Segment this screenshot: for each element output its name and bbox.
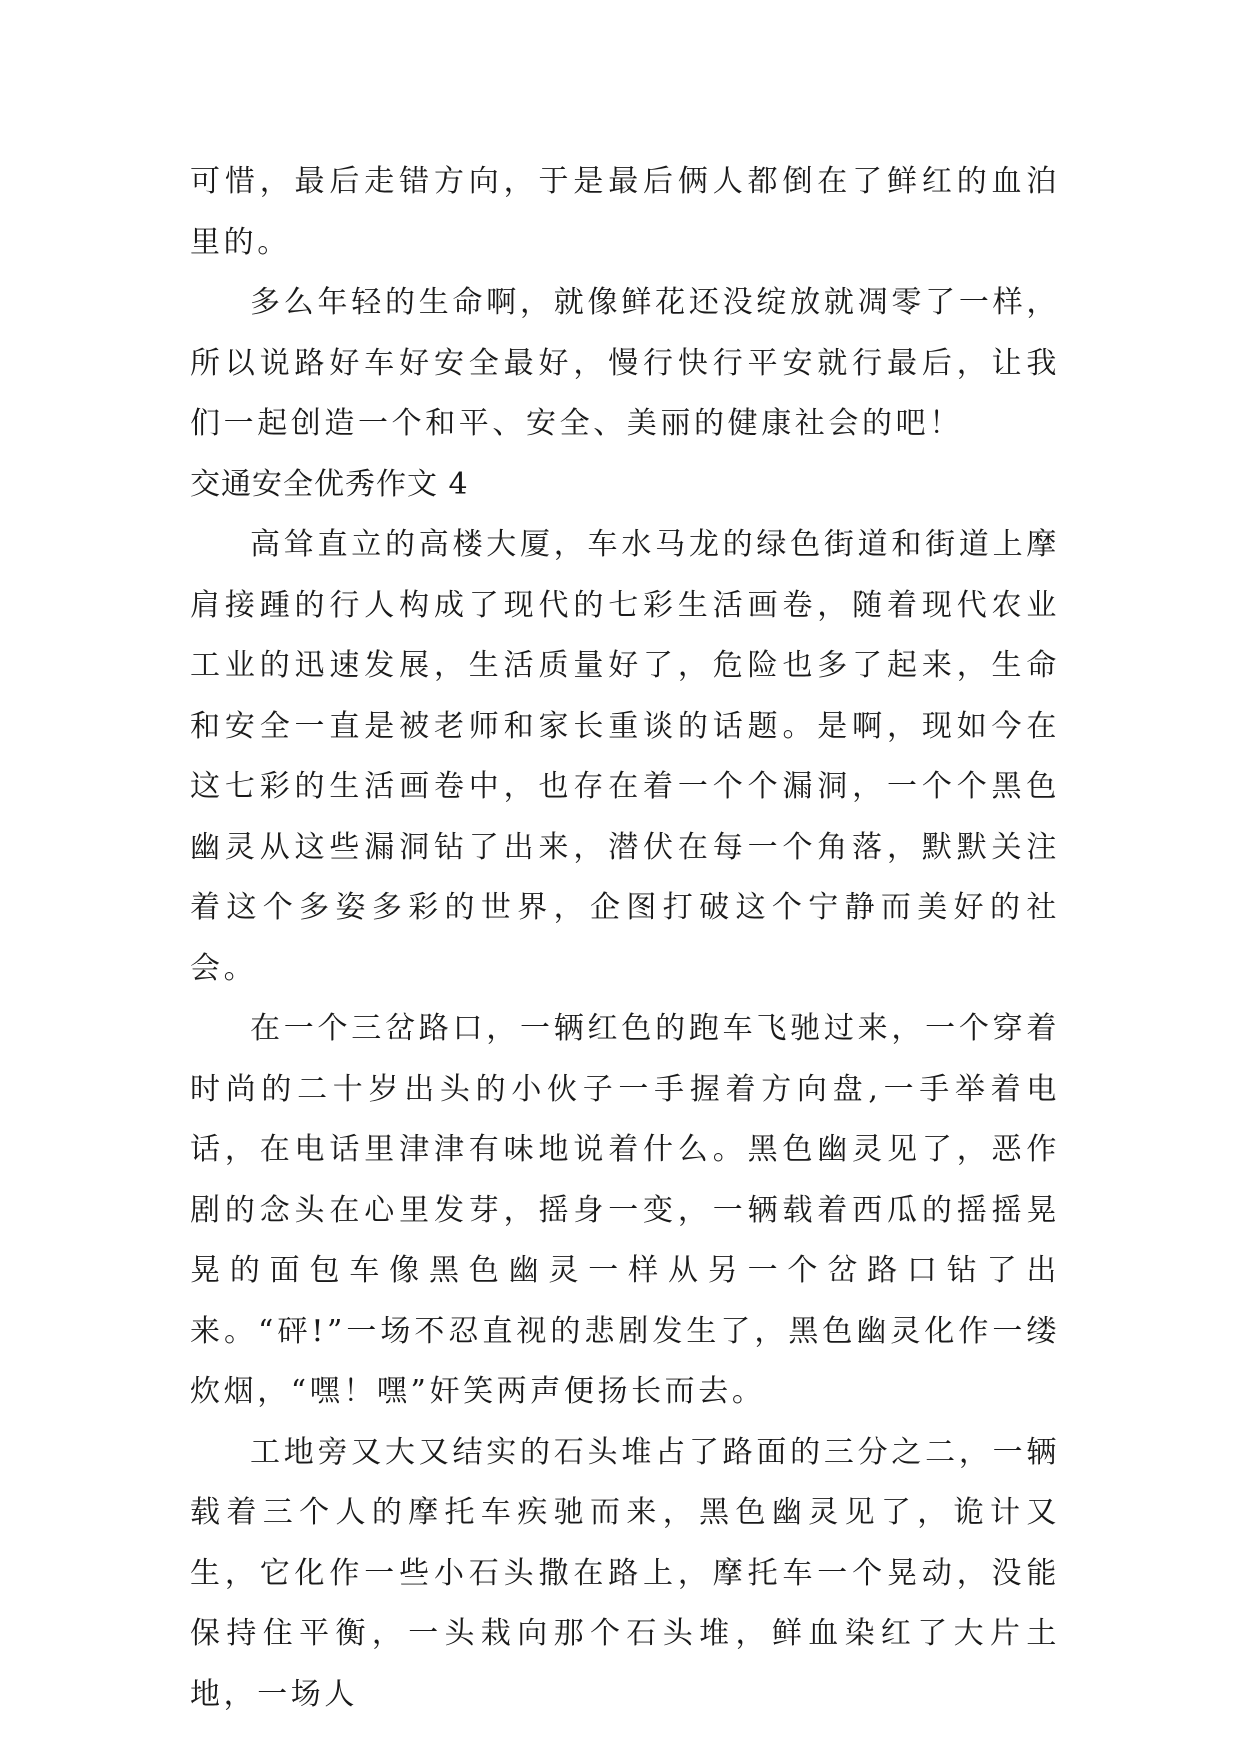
paragraph-intro: 高耸直立的高楼大厦，车水马龙的绿色街道和街道上摩肩接踵的行人构成了现代的七彩生活画卷，随着现代农业工业的迅速发展，生活质量好了，危险也多了起来，生命和安全一直是被老师和家长重谈的话题。是啊，现如今在这七彩的生活画卷中，也存在着一个个漏洞，一个个黑色幽灵从这些漏洞钻了出来，潜伏在每一个角落，默默关注着这个多姿多彩的世界，企图打破这个宁静而美好的社会。	[190, 527, 1060, 986]
document-body	[190, 152, 1060, 1725]
section-title: 交通安全优秀作文 4	[190, 466, 469, 502]
paragraph-continued: 可惜，最后走错方向，于是最后俩人都倒在了鲜红的血泊里的。	[190, 164, 1060, 260]
paragraph-sports-car: 在一个三岔路口，一辆红色的跑车飞驰过来，一个穿着时尚的二十岁出头的小伙子一手握着方向盘,一手举着电话，在电话里津津有味地说着什么。黑色幽灵见了，恶作剧的念头在心里发芽，摇身一变，一辆载着西瓜的摇摇晃晃的面包车像黑色幽灵一样从另一个岔路口钻了出来。“砰!”一场不忍直视的悲剧发生了，黑色幽灵化作一缕炊烟，“嘿！嘿”奸笑两声便扬长而去。	[190, 1011, 1060, 1409]
paragraph-conclusion: 多么年轻的生命啊，就像鲜花还没绽放就凋零了一样，所以说路好车好安全最好，慢行快行平安就行最后，让我们一起创造一个和平、安全、美丽的健康社会的吧！	[190, 285, 1060, 441]
paragraph-motorcycle: 工地旁又大又结实的石头堆占了路面的三分之二，一辆载着三个人的摩托车疾驰而来，黑色幽灵见了，诡计又生，它化作一些小石头撒在路上，摩托车一个晃动，没能保持住平衡，一头栽向那个石头堆，鲜血染红了大片土地，一场人	[190, 1434, 1060, 1712]
